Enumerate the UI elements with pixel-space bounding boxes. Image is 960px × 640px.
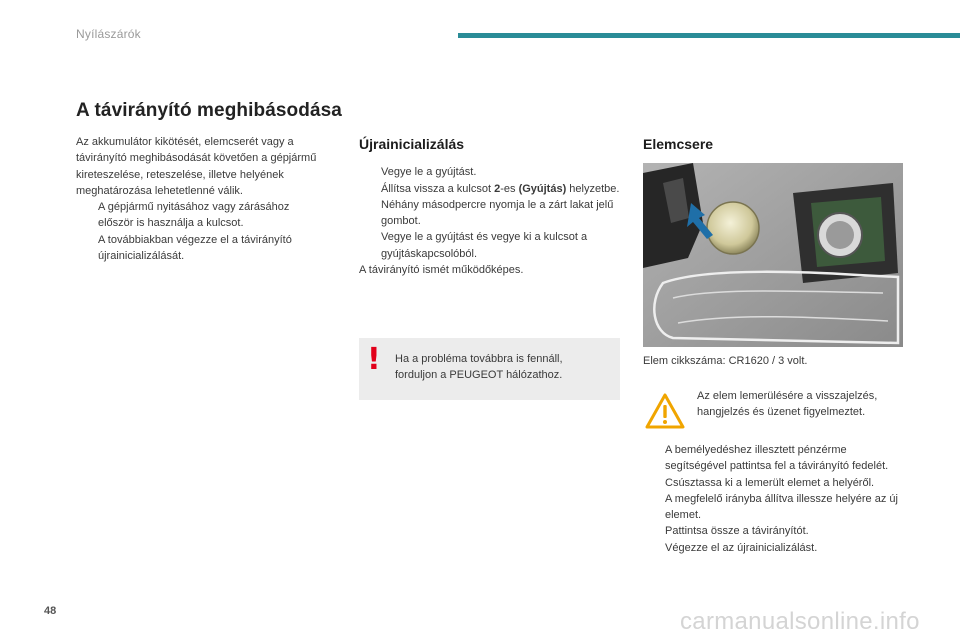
intro-column — [76, 134, 326, 264]
page-number: 48 — [44, 605, 57, 617]
battery-heading: Elemcsere — [643, 136, 714, 152]
reinit-step-text: Állítsa vissza a kulcsot — [381, 182, 495, 195]
battery-step-text: Csúsztassa ki a lemerült elemet a helyéről. — [665, 476, 875, 489]
battery-step-text: A megfelelő irányba állítva illessze helyére az új elemet. — [665, 492, 898, 522]
battery-step — [643, 523, 908, 539]
reinit-step-text: helyzetbe. — [566, 182, 620, 195]
exclamation-icon: ! — [367, 342, 381, 377]
battery-step — [643, 491, 908, 524]
intro-bullet-item — [76, 199, 326, 232]
battery-step-text: Végezze el az újrainicializálást. — [665, 541, 818, 554]
reinit-step-text: -es — [500, 182, 519, 195]
intro-bullet-item — [76, 232, 326, 265]
watermark: carmanualsonline.info — [680, 608, 920, 635]
battery-step-text: Pattintsa össze a távirányítót. — [665, 525, 809, 538]
intro-paragraph: Az akkumulátor kikötését, elemcserét vagy a távirányító meghibásodását követően a gépjármű kireteszelése, reteszelése, illetve helyének meghatározása lehetetlenné válik. — [76, 136, 317, 197]
key-fob-battery-photo-icon — [643, 163, 903, 347]
reinit-step — [359, 197, 624, 230]
key-fob-photo — [643, 163, 903, 347]
battery-step-list — [643, 442, 908, 556]
reinit-step-text: Vegye le a gyújtást. — [381, 166, 477, 179]
notice-text: Ha a probléma továbbra is fennáll, forduljon a PEUGEOT hálózathoz. — [395, 353, 563, 381]
ignition-label: (Gyújtás) — [518, 182, 567, 195]
reinit-step — [359, 181, 624, 197]
warning-triangle-icon — [645, 393, 685, 429]
reinit-result: A távirányító ismét működőképes. — [359, 264, 524, 277]
notice-box — [359, 338, 620, 400]
page-title: A távirányító meghibásodása — [76, 100, 342, 121]
reinit-step-list — [359, 164, 624, 262]
header-accent-bar — [458, 33, 960, 38]
battery-step — [643, 540, 908, 556]
battery-step — [643, 475, 908, 491]
intro-bullet-list — [76, 199, 326, 264]
section-label: Nyílászárók — [76, 27, 141, 41]
reinit-heading: Újrainicializálás — [359, 136, 465, 152]
battery-heading-block — [643, 136, 908, 164]
battery-caption: Elem cikkszáma: CR1620 / 3 volt. — [643, 355, 808, 367]
warning-text: Az elem lemerülésére a visszajelzés, hangjelzés és üzenet figyelmeztet. — [697, 390, 878, 419]
reinit-step-text: Vegye le a gyújtást és vegye ki a kulcsot a gyújtáskapcsolóból. — [381, 231, 588, 260]
battery-steps-column — [643, 442, 908, 556]
battery-step — [643, 442, 908, 475]
intro-bullet-text: A gépjármű nyitásához vagy zárásához először is használja a kulcsot. — [98, 201, 290, 230]
reinit-step — [359, 229, 624, 262]
battery-step-text: A bemélyedéshez illesztett pénzérme segítségével pattintsa fel a távirányító fedelét. — [665, 444, 889, 473]
reinit-step — [359, 164, 624, 180]
key-position-number: 2 — [494, 182, 501, 195]
intro-bullet-text: A továbbiakban végezze el a távirányító újrainicializálását. — [98, 233, 292, 263]
reinit-step-text: Néhány másodpercre nyomja le a zárt lakat jelű gombot. — [381, 198, 614, 228]
reinit-column — [359, 136, 624, 278]
